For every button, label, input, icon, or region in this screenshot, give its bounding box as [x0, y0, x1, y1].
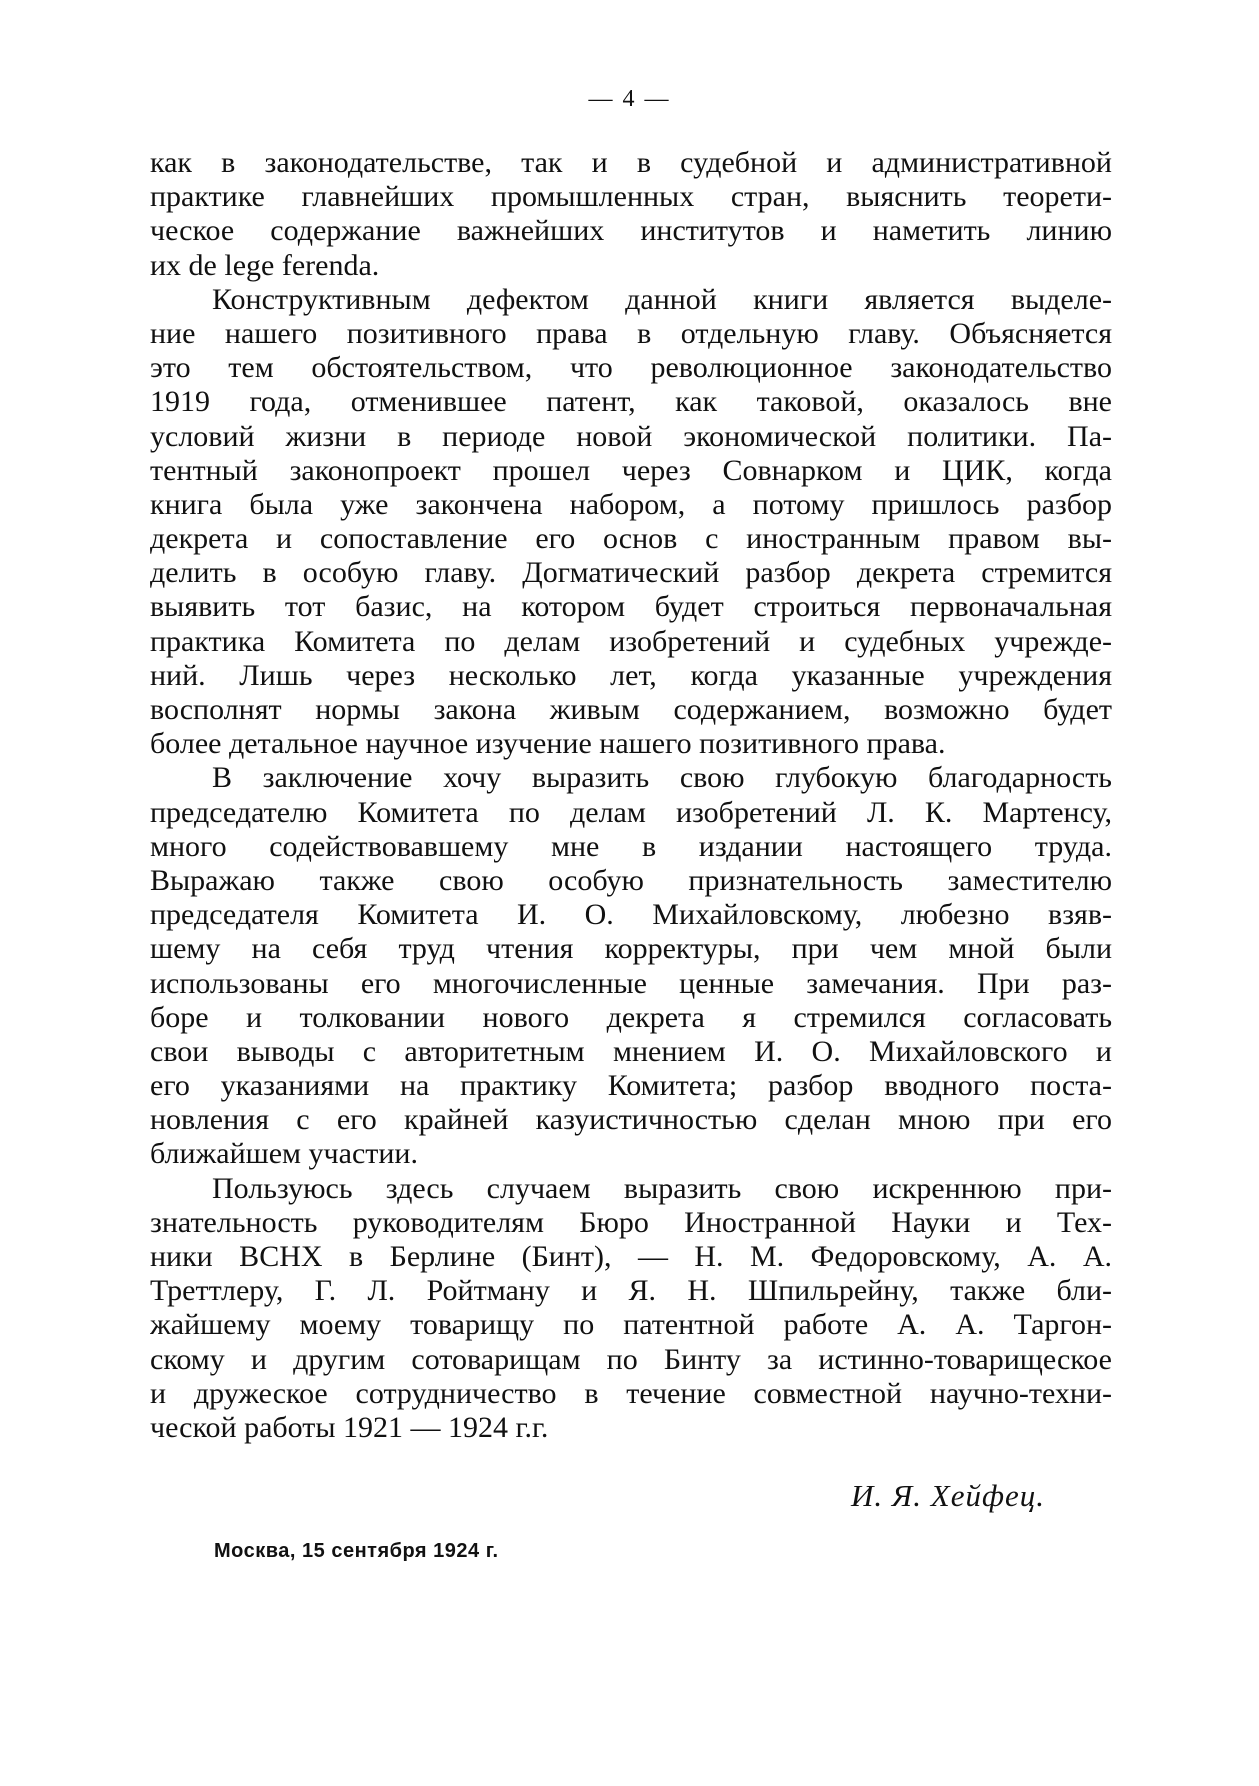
paragraph-1	[150, 146, 1112, 283]
text-line: ближайшем участии.	[150, 1137, 418, 1171]
text-line: председателя Комитета И. О. Михайловскому, любезно взяв-	[150, 898, 1112, 932]
text-line: ческое содержание важнейших институтов и наметить линию	[150, 214, 1112, 248]
text-line: как в законодательстве, так и в судебной и административной	[150, 146, 1112, 179]
text-line: жайшему моему товарищу по патентной работе А. А. Таргон-	[150, 1308, 1112, 1342]
text-line: председателю Комитета по делам изобретений Л. К. Мартенсу,	[150, 795, 1112, 829]
text-line: много содействовавшему мне в издании настоящего труда.	[150, 829, 1112, 863]
text-line: использованы его многочисленные ценные замечания. При раз-	[150, 966, 1112, 1000]
text-line: это тем обстоятельством, что революционное законодательство	[150, 351, 1112, 385]
text-line: Треттлеру, Г. Л. Ройтману и Я. Н. Шпильрейну, также бли-	[150, 1274, 1112, 1308]
page-number: — 4 —	[588, 86, 671, 112]
text-line: шему на себя труд чтения корректуры, при чем мной были	[150, 932, 1112, 966]
text-line: 1919 года, отменившее патент, как таковой, оказалось вне	[150, 385, 1112, 419]
place-date: Москва, 15 сентября 1924 г.	[214, 1540, 499, 1562]
text-line: знательность руководителям Бюро Иностранной Науки и Тех-	[150, 1205, 1112, 1239]
text-line: ческой работы 1921 — 1924 г.г.	[150, 1410, 549, 1444]
text-line: ний. Лишь через несколько лет, когда указанные учреждения	[150, 658, 1112, 692]
text-line: Конструктивным дефектом данной книги является выделе-	[212, 282, 1112, 316]
text-line: условий жизни в периоде новой экономической политики. Па-	[150, 419, 1112, 453]
text-line: восполнят нормы закона живым содержанием, возможно будет	[150, 693, 1112, 726]
text-line: Выражаю также свою особую признательность заместителю	[150, 863, 1112, 897]
text-line: делить в особую главу. Догматический разбор декрета стремится	[150, 556, 1112, 590]
text-line: и дружеское сотрудничество в течение совместной научно-техни-	[150, 1376, 1112, 1410]
text-line: скому и другим сотоварищам по Бинту за истинно-товарищеское	[150, 1342, 1112, 1376]
text-line: выявить тот базис, на котором будет строиться первоначальная	[150, 590, 1112, 624]
text-line: В заключение хочу выразить свою глубокую благодарность	[212, 761, 1112, 795]
paragraph-3	[150, 761, 1112, 1171]
text-line: свои выводы с авторитетным мнением И. О. Михайловского и	[150, 1034, 1112, 1068]
text-line: практике главнейших промышленных стран, выяснить теорети-	[150, 180, 1112, 214]
text-line: ние нашего позитивного права в отдельную главу. Объясняется	[150, 316, 1112, 350]
text-line: их de lege ferenda.	[150, 248, 380, 282]
text-line: декрета и сопоставление его основ с иностранным правом вы-	[150, 522, 1112, 556]
text-line: практика Комитета по делам изобретений и судебных учрежде-	[150, 624, 1112, 658]
text-line: книга была уже закончена набором, а потому пришлось разбор	[150, 487, 1112, 521]
text-line: тентный законопроект прошел через Совнарком и ЦИК, когда	[150, 453, 1112, 487]
text-line: его указаниями на практику Комитета; разбор вводного поста-	[150, 1069, 1112, 1103]
author-signature: И. Я. Хейфец.	[851, 1478, 1045, 1513]
paragraph-4	[150, 1172, 1112, 1446]
paragraph-2	[150, 283, 1112, 762]
text-line: более детальное научное изучение нашего позитивного права.	[150, 727, 946, 761]
text-line: новления с его крайней казуистичностью сделан мною при его	[150, 1103, 1112, 1137]
body-text	[150, 146, 1112, 1445]
text-line: Пользуюсь здесь случаем выразить свою искреннюю при-	[212, 1171, 1112, 1205]
text-line: ники ВСНХ в Берлине (Бинт), — Н. М. Федоровскому, А. А.	[150, 1240, 1112, 1273]
text-line: боре и толковании нового декрета я стремился согласовать	[150, 1000, 1112, 1034]
